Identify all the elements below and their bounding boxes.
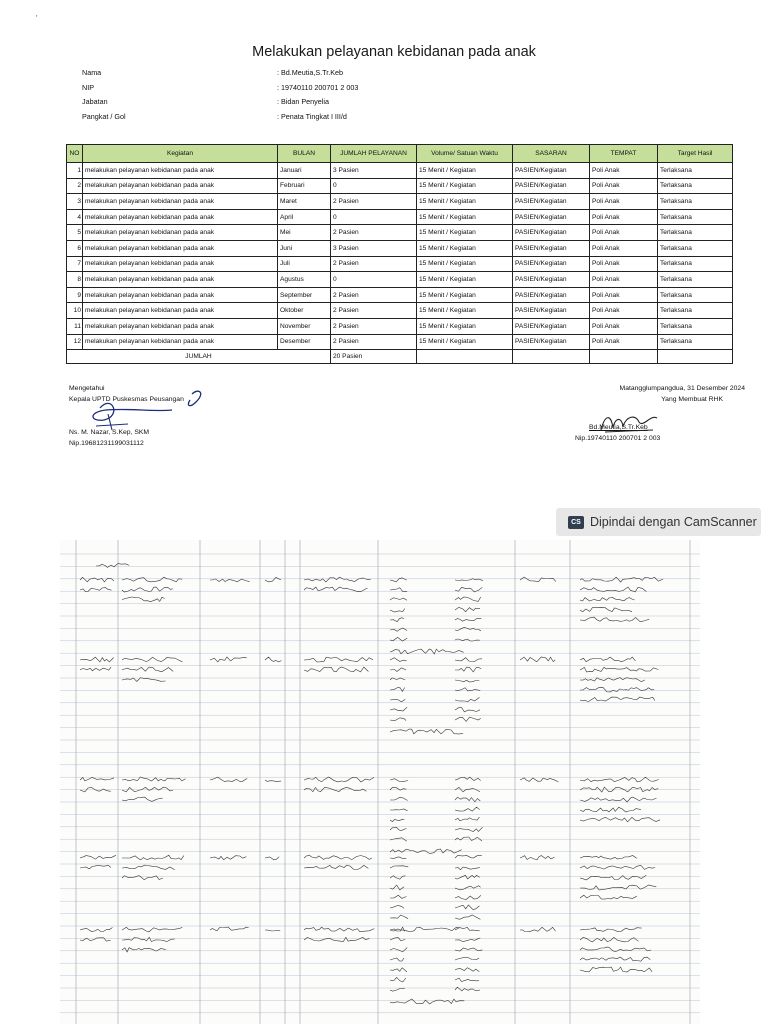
row-volume: 15 Menit / Kegiatan [417, 318, 513, 334]
handwriting-stroke [455, 855, 482, 858]
row-kegiatan: melakukan pelayanan kebidanan pada anak [83, 240, 278, 256]
handwriting-stroke [455, 717, 481, 721]
handwriting-stroke [390, 988, 405, 991]
header-bulan: BULAN [278, 145, 331, 163]
handwriting-stroke [455, 927, 480, 930]
header-no: NO [67, 145, 83, 163]
row-jumlah: 0 [331, 209, 417, 225]
handwriting-stroke [122, 927, 182, 932]
info-value: : Bidan Penyelia [277, 97, 329, 106]
handwriting-stroke [265, 657, 282, 662]
handwriting-stroke [455, 708, 480, 712]
handwriting-stroke [304, 927, 374, 932]
handwriting-stroke [390, 598, 407, 601]
handwriting-stroke [210, 657, 247, 662]
handwriting-stroke [580, 577, 663, 582]
handwriting-stroke [80, 865, 111, 869]
row-sasaran: PASIEN/Kegiatan [513, 334, 590, 350]
row-sasaran: PASIEN/Kegiatan [513, 163, 590, 179]
handwriting-stroke [455, 978, 479, 981]
handwriting-stroke [455, 607, 480, 611]
handwriting-stroke [455, 807, 480, 811]
header-jumlah: JUMLAH PELAYANAN [331, 145, 417, 163]
row-volume: 15 Menit / Kegiatan [417, 225, 513, 241]
row-jumlah: 2 Pasien [331, 225, 417, 241]
row-target: Terlaksana [658, 194, 733, 210]
handwriting-stroke [580, 895, 637, 899]
row-no: 1 [67, 163, 83, 179]
handwriting-stroke [210, 579, 250, 582]
handwriting-stroke [390, 658, 407, 662]
handwriting-stroke [390, 968, 407, 972]
row-jumlah: 2 Pasien [331, 303, 417, 319]
handwriting-stroke [390, 948, 407, 952]
author-signature [595, 408, 665, 438]
handwriting-stroke [390, 718, 406, 721]
handwriting-stroke [455, 886, 481, 890]
row-tempat: Poli Anak [590, 272, 658, 288]
handwriting-stroke [80, 577, 114, 582]
row-tempat: Poli Anak [590, 240, 658, 256]
row-jumlah: 3 Pasien [331, 163, 417, 179]
handwriting-stroke [390, 885, 404, 890]
handwriting-stroke [390, 828, 406, 831]
handwriting-stroke [122, 948, 166, 952]
row-kegiatan: melakukan pelayanan kebidanan pada anak [83, 256, 278, 272]
row-sasaran: PASIEN/Kegiatan [513, 318, 590, 334]
handwriting-stroke [210, 856, 246, 860]
info-value: : Penata Tingkat I III/d [277, 111, 347, 121]
handwriting-stroke [80, 855, 116, 859]
handwriting-stroke [122, 937, 175, 941]
register-page-image [60, 540, 700, 1024]
row-target: Terlaksana [658, 318, 733, 334]
row-tempat: Poli Anak [590, 225, 658, 241]
table-row [67, 194, 733, 210]
handwriting-stroke [390, 958, 404, 961]
row-tempat: Poli Anak [590, 256, 658, 272]
info-label: NIP [82, 82, 94, 92]
handwriting-stroke [520, 778, 558, 782]
row-sasaran: PASIEN/Kegiatan [513, 272, 590, 288]
handwriting-stroke [520, 856, 554, 860]
row-tempat: Poli Anak [590, 178, 658, 194]
table-row [67, 163, 733, 179]
row-bulan: Mei [278, 225, 331, 241]
row-no: 2 [67, 178, 83, 194]
handwriting-stroke [122, 855, 184, 860]
header-tempat: TEMPAT [590, 145, 658, 163]
camscanner-text: Dipindai dengan CamScanner [590, 515, 757, 529]
row-bulan: Juli [278, 256, 331, 272]
row-volume: 15 Menit / Kegiatan [417, 178, 513, 194]
document-title: Melakukan pelayanan kebidanan pada anak [252, 44, 536, 60]
handwriting-stroke [304, 577, 371, 582]
handwriting-stroke [265, 930, 280, 931]
table-row [67, 225, 733, 241]
row-tempat: Poli Anak [590, 303, 658, 319]
handwriting-stroke [390, 797, 408, 800]
row-tempat: Poli Anak [590, 163, 658, 179]
total-label: JUMLAH [67, 350, 331, 364]
handwriting-stroke [580, 937, 638, 942]
handwriting-stroke [580, 885, 656, 890]
row-sasaran: PASIEN/Kegiatan [513, 256, 590, 272]
handwriting-stroke [580, 688, 654, 692]
row-kegiatan: melakukan pelayanan kebidanan pada anak [83, 194, 278, 210]
handwriting-stroke [520, 657, 555, 662]
handwriting-stroke [455, 618, 481, 621]
table-row [67, 178, 733, 194]
table-row [67, 256, 733, 272]
handwritten-register-scan [60, 540, 700, 1024]
handwriting-stroke [210, 777, 247, 782]
handwriting-stroke [390, 779, 408, 782]
activity-table [66, 144, 733, 364]
handwriting-stroke [520, 577, 556, 582]
row-sasaran: PASIEN/Kegiatan [513, 194, 590, 210]
handwriting-stroke [390, 668, 406, 672]
handwriting-stroke [265, 780, 281, 782]
row-no: 9 [67, 287, 83, 303]
row-kegiatan: melakukan pelayanan kebidanan pada anak [83, 272, 278, 288]
handwriting-stroke [455, 658, 482, 662]
approver-name: Ns. M. Nazar, S.Kep, SKM [69, 429, 150, 436]
header-volume: Volume/ Satuan Waktu [417, 145, 513, 163]
row-target: Terlaksana [658, 178, 733, 194]
handwriting-stroke [390, 905, 404, 908]
handwriting-stroke [390, 618, 404, 622]
handwriting-stroke [390, 849, 462, 854]
handwriting-stroke [580, 617, 649, 622]
handwriting-stroke [580, 817, 660, 822]
handwriting-stroke [390, 819, 404, 821]
row-target: Terlaksana [658, 240, 733, 256]
info-label: Nama [82, 68, 102, 77]
row-target: Terlaksana [658, 256, 733, 272]
row-no: 12 [67, 334, 83, 350]
row-kegiatan: melakukan pelayanan kebidanan pada anak [83, 287, 278, 303]
row-volume: 15 Menit / Kegiatan [417, 287, 513, 303]
handwriting-stroke [122, 777, 186, 781]
handwriting-stroke [455, 697, 480, 701]
handwriting-stroke [122, 865, 175, 870]
header-kegiatan: Kegiatan [83, 145, 278, 163]
handwriting-stroke [455, 905, 479, 910]
handwriting-stroke [455, 968, 479, 972]
row-kegiatan: melakukan pelayanan kebidanan pada anak [83, 178, 278, 194]
handwriting-stroke [80, 657, 114, 662]
row-no: 5 [67, 225, 83, 241]
table-row [67, 272, 733, 288]
handwriting-stroke [580, 807, 641, 812]
row-jumlah: 2 Pasien [331, 194, 417, 210]
row-volume: 15 Menit / Kegiatan [417, 256, 513, 272]
scan-mark: ' [36, 14, 38, 23]
table-row [67, 287, 733, 303]
row-bulan: November [278, 318, 331, 334]
handwriting-stroke [455, 875, 480, 879]
handwriting-stroke [390, 687, 405, 691]
camscanner-banner [556, 508, 761, 536]
row-no: 8 [67, 272, 83, 288]
handwriting-stroke [580, 875, 646, 880]
row-volume: 15 Menit / Kegiatan [417, 194, 513, 210]
row-volume: 15 Menit / Kegiatan [417, 334, 513, 350]
handwriting-stroke [455, 667, 481, 672]
row-no: 4 [67, 209, 83, 225]
handwriting-stroke [304, 865, 368, 869]
row-no: 7 [67, 256, 83, 272]
handwriting-stroke [390, 937, 405, 940]
camscanner-icon: CS [568, 516, 584, 529]
row-sasaran: PASIEN/Kegiatan [513, 287, 590, 303]
handwriting-stroke [390, 999, 464, 1004]
handwriting-stroke [455, 680, 479, 682]
handwriting-stroke [390, 977, 406, 982]
row-volume: 15 Menit / Kegiatan [417, 303, 513, 319]
handwriting-stroke [390, 809, 408, 811]
row-bulan: April [278, 209, 331, 225]
handwriting-stroke [122, 678, 166, 682]
row-target: Terlaksana [658, 334, 733, 350]
header-target: Target Hasil [658, 145, 733, 163]
row-target: Terlaksana [658, 272, 733, 288]
handwriting-stroke [455, 627, 481, 631]
table-row [67, 318, 733, 334]
row-jumlah: 2 Pasien [331, 318, 417, 334]
handwriting-stroke [580, 928, 642, 932]
row-jumlah: 2 Pasien [331, 334, 417, 350]
handwriting-stroke [122, 657, 182, 662]
handwriting-stroke [265, 857, 279, 860]
row-volume: 15 Menit / Kegiatan [417, 240, 513, 256]
approver-line2: Kepala UPTD Puskesmas Peusangan [69, 396, 184, 403]
row-no: 3 [67, 194, 83, 210]
row-kegiatan: melakukan pelayanan kebidanan pada anak [83, 318, 278, 334]
info-label: Pangkat / Gol [82, 111, 126, 121]
row-kegiatan: melakukan pelayanan kebidanan pada anak [83, 209, 278, 225]
handwriting-stroke [455, 895, 481, 899]
row-sasaran: PASIEN/Kegiatan [513, 178, 590, 194]
handwriting-stroke [390, 729, 463, 734]
total-empty-cell [658, 350, 733, 364]
row-tempat: Poli Anak [590, 287, 658, 303]
row-bulan: Juni [278, 240, 331, 256]
handwriting-stroke [304, 777, 374, 782]
handwriting-stroke [390, 838, 407, 841]
handwriting-stroke [455, 867, 480, 870]
total-empty-cell [417, 350, 513, 364]
author-role: Yang Membuat RHK [661, 396, 723, 403]
row-volume: 15 Menit / Kegiatan [417, 209, 513, 225]
handwriting-stroke [580, 865, 655, 869]
handwriting-stroke [580, 856, 637, 860]
handwriting-stroke [455, 915, 480, 919]
handwriting-stroke [580, 967, 652, 972]
row-bulan: Oktober [278, 303, 331, 319]
row-jumlah: 3 Pasien [331, 240, 417, 256]
handwriting-stroke [122, 797, 163, 801]
handwriting-stroke [455, 987, 480, 991]
handwriting-stroke [390, 609, 405, 613]
total-empty-cell [513, 350, 590, 364]
row-volume: 15 Menit / Kegiatan [417, 163, 513, 179]
row-target: Terlaksana [658, 209, 733, 225]
author-name: Bd.Meutia,S.Tr.Keb [589, 424, 648, 431]
handwriting-stroke [390, 637, 407, 641]
row-sasaran: PASIEN/Kegiatan [513, 240, 590, 256]
row-no: 6 [67, 240, 83, 256]
row-jumlah: 2 Pasien [331, 256, 417, 272]
row-tempat: Poli Anak [590, 334, 658, 350]
handwriting-stroke [455, 827, 483, 831]
row-no: 11 [67, 318, 83, 334]
row-bulan: Februari [278, 178, 331, 194]
handwriting-stroke [80, 928, 113, 932]
handwriting-stroke [580, 607, 632, 611]
handwriting-stroke [304, 667, 368, 672]
handwriting-stroke [580, 657, 636, 662]
approver-nip: Nip.19681231199031112 [69, 440, 144, 447]
info-value: : Bd.Meutia,S.Tr.Keb [277, 68, 344, 77]
handwriting-stroke [580, 957, 650, 961]
handwriting-stroke [455, 958, 479, 961]
handwriting-stroke [580, 598, 635, 601]
row-no: 10 [67, 303, 83, 319]
handwriting-stroke [96, 563, 129, 567]
row-target: Terlaksana [658, 225, 733, 241]
table-header-row [67, 145, 733, 163]
handwriting-stroke [122, 597, 165, 602]
handwriting-stroke [390, 707, 407, 711]
row-kegiatan: melakukan pelayanan kebidanan pada anak [83, 334, 278, 350]
handwriting-stroke [580, 797, 657, 802]
row-sasaran: PASIEN/Kegiatan [513, 303, 590, 319]
info-label: Jabatan [82, 97, 108, 106]
handwriting-stroke [210, 927, 249, 931]
handwriting-stroke [390, 915, 408, 919]
handwriting-stroke [390, 895, 406, 898]
row-kegiatan: melakukan pelayanan kebidanan pada anak [83, 303, 278, 319]
handwriting-stroke [390, 866, 408, 868]
handwriting-stroke [390, 857, 406, 859]
table-total-row [67, 350, 733, 364]
header-sasaran: SASARAN [513, 145, 590, 163]
approver-signature [72, 386, 212, 436]
table-row [67, 240, 733, 256]
handwriting-stroke [80, 667, 111, 671]
place-date: Matangglumpangdua, 31 Desember 2024 [619, 385, 745, 392]
author-nip: Nip.19740110 200701 2 003 [575, 435, 661, 442]
row-sasaran: PASIEN/Kegiatan [513, 225, 590, 241]
handwriting-stroke [455, 597, 481, 601]
total-value: 20 Pasien [331, 350, 417, 364]
row-target: Terlaksana [658, 163, 733, 179]
handwriting-stroke [390, 578, 407, 582]
row-volume: 15 Menit / Kegiatan [417, 272, 513, 288]
row-target: Terlaksana [658, 287, 733, 303]
row-target: Terlaksana [658, 303, 733, 319]
row-kegiatan: melakukan pelayanan kebidanan pada anak [83, 163, 278, 179]
handwriting-stroke [265, 577, 281, 582]
row-jumlah: 2 Pasien [331, 287, 417, 303]
row-bulan: Desember [278, 334, 331, 350]
row-kegiatan: melakukan pelayanan kebidanan pada anak [83, 225, 278, 241]
row-bulan: Agustus [278, 272, 331, 288]
row-tempat: Poli Anak [590, 194, 658, 210]
handwriting-stroke [520, 927, 556, 931]
handwriting-stroke [390, 699, 405, 702]
handwriting-stroke [455, 797, 480, 802]
approver-line1: Mengetahui [69, 385, 105, 392]
table-row [67, 209, 733, 225]
handwriting-stroke [455, 817, 479, 821]
row-tempat: Poli Anak [590, 209, 658, 225]
row-bulan: Maret [278, 194, 331, 210]
handwriting-stroke [304, 657, 373, 662]
row-jumlah: 0 [331, 178, 417, 194]
handwriting-stroke [580, 697, 655, 702]
handwriting-stroke [304, 855, 372, 860]
handwriting-stroke [122, 667, 173, 672]
row-bulan: Januari [278, 163, 331, 179]
row-bulan: September [278, 287, 331, 303]
handwriting-stroke [580, 777, 659, 782]
row-sasaran: PASIEN/Kegiatan [513, 209, 590, 225]
table-row [67, 334, 733, 350]
row-tempat: Poli Anak [590, 318, 658, 334]
row-jumlah: 0 [331, 272, 417, 288]
handwriting-stroke [80, 777, 114, 781]
info-value: : 19740110 200701 2 003 [277, 82, 359, 92]
handwriting-stroke [580, 667, 658, 672]
handwriting-stroke [304, 937, 369, 941]
handwriting-stroke [455, 777, 481, 780]
table-row [67, 303, 733, 319]
total-empty-cell [590, 350, 658, 364]
handwriting-stroke [122, 577, 182, 582]
